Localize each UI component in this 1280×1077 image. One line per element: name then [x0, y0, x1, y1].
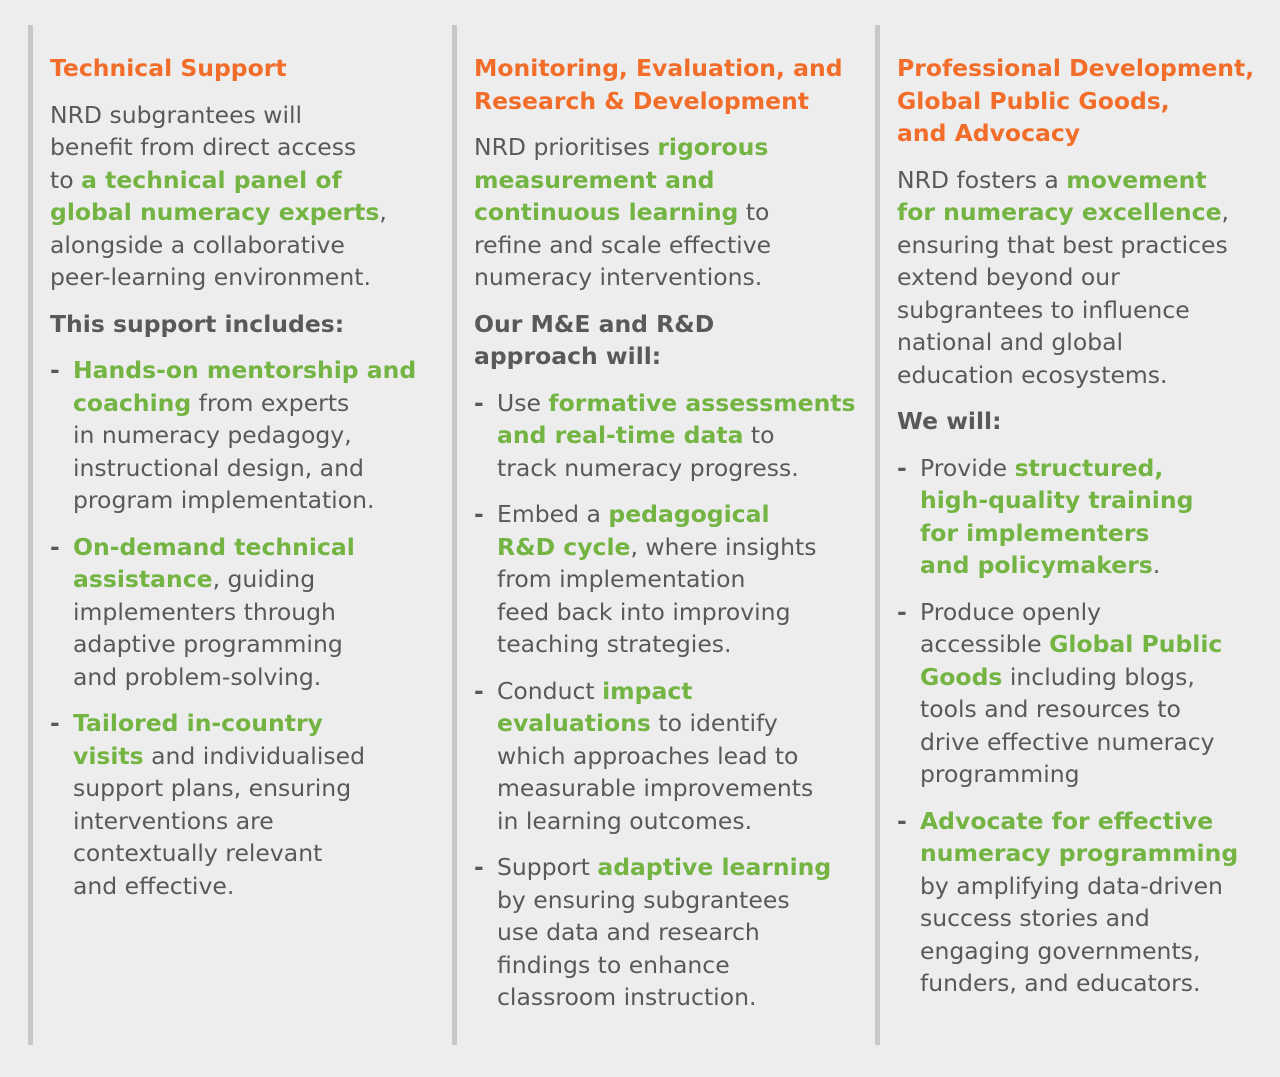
text-line	[50, 261, 438, 294]
highlight-text: for implementers	[920, 518, 1150, 547]
text-line	[920, 967, 1275, 1000]
body-text: in learning outcomes.	[497, 806, 753, 835]
body-text: programming	[920, 760, 1080, 788]
body-text: use data and research	[497, 918, 760, 946]
column-lead	[474, 308, 862, 373]
list-item	[897, 805, 1275, 1000]
text-line	[497, 628, 862, 661]
body-text: and individualised	[143, 741, 365, 770]
text-line	[920, 758, 1275, 791]
bullet-dash: -	[474, 676, 484, 705]
body-text: support plans, ensuring	[73, 774, 352, 802]
body-text: feed back into improving	[497, 597, 791, 626]
body-text: benefit from direct access	[50, 133, 357, 161]
text-line	[73, 740, 438, 773]
body-text: NRD prioritises	[474, 133, 658, 161]
text-line	[920, 596, 1275, 629]
body-text: accessible	[920, 630, 1050, 658]
body-text: peer-learning environment.	[50, 263, 371, 291]
text-line	[497, 675, 862, 708]
text-line	[920, 517, 1275, 550]
body-text: including blogs,	[1002, 662, 1195, 691]
body-text: Support	[497, 853, 598, 881]
text-line	[497, 949, 862, 982]
body-text: Embed a	[497, 500, 609, 528]
highlight-text: and policymakers	[920, 551, 1153, 579]
text-line	[897, 294, 1275, 327]
text-line	[920, 549, 1275, 582]
highlight-text: On-demand technical	[73, 532, 355, 561]
text-line	[920, 726, 1275, 759]
list-item	[50, 531, 438, 694]
body-text: adaptive programming	[73, 630, 343, 658]
column-lead	[50, 308, 438, 341]
body-text: Provide	[920, 453, 1015, 482]
column-professional-development	[875, 25, 1275, 1045]
text-line	[50, 99, 438, 132]
text-line	[497, 772, 862, 805]
body-text: drive effective numeracy	[920, 727, 1215, 756]
bullet-dash: -	[897, 453, 907, 482]
bullet-dash: -	[897, 597, 907, 626]
text-line	[897, 359, 1275, 392]
body-text: ensuring that best practices	[897, 230, 1228, 259]
bullet-list	[897, 452, 1275, 1000]
list-item	[474, 387, 862, 485]
body-text: funders, and educators.	[920, 969, 1201, 997]
body-text: to identify	[650, 709, 778, 737]
body-text: teaching strategies.	[497, 630, 732, 658]
highlight-text: continuous learning	[474, 198, 739, 226]
text-line	[50, 131, 438, 164]
body-text: track numeracy progress.	[497, 453, 799, 482]
body-text: from implementation	[497, 565, 746, 593]
text-line	[73, 531, 438, 564]
body-text: by ensuring subgrantees	[497, 885, 790, 914]
text-line	[497, 740, 862, 773]
text-line	[73, 452, 438, 485]
highlight-text: Global Public	[1049, 630, 1223, 658]
text-line: This support includes:	[50, 309, 345, 338]
bullet-dash: -	[50, 356, 60, 384]
text-line	[73, 805, 438, 838]
text-line	[73, 628, 438, 661]
body-text: Use	[497, 388, 549, 417]
column-technical-support	[28, 25, 438, 1045]
body-text: instructional design, and	[73, 453, 364, 482]
body-text: education ecosystems.	[897, 360, 1168, 389]
text-line	[920, 628, 1275, 661]
text-line	[474, 131, 862, 164]
text-line	[897, 326, 1275, 359]
highlight-text: pedagogical	[608, 500, 770, 528]
text-line	[474, 229, 862, 262]
body-text: classroom instruction.	[497, 983, 757, 1011]
body-text: NRD fosters a	[897, 165, 1067, 194]
body-text: engaging governments,	[920, 936, 1201, 965]
highlight-text: measurement and	[474, 165, 715, 194]
highlight-text: movement	[1066, 165, 1207, 194]
list-item	[474, 675, 862, 838]
text-line	[50, 229, 438, 262]
body-text: and problem-solving.	[73, 662, 322, 691]
body-text: findings to enhance	[497, 950, 730, 979]
highlight-text: structured,	[1014, 453, 1164, 482]
highlight-text: Goods	[920, 662, 1003, 691]
text-line	[920, 484, 1275, 517]
body-text: to	[743, 421, 775, 449]
text-line: approach will:	[474, 342, 662, 370]
text-line	[497, 981, 862, 1014]
text-line	[497, 387, 862, 420]
text-line	[73, 870, 438, 903]
column-lead	[897, 405, 1275, 438]
bullet-dash: -	[474, 853, 484, 881]
body-text: numeracy interventions.	[474, 263, 763, 291]
text-line	[73, 419, 438, 452]
text-line	[920, 870, 1275, 903]
text-line	[497, 452, 862, 485]
column-intro	[474, 131, 862, 294]
highlight-text: visits	[73, 741, 144, 770]
list-item	[897, 596, 1275, 791]
bullet-dash: -	[897, 806, 907, 835]
body-text: contextually relevant	[73, 839, 323, 867]
text-line: Monitoring, Evaluation, and	[474, 54, 843, 82]
text-line	[73, 661, 438, 694]
body-text: NRD subgrantees will	[50, 100, 303, 129]
text-line	[497, 531, 862, 564]
highlight-text: impact	[602, 676, 693, 705]
text-line	[73, 707, 438, 740]
text-line	[897, 229, 1275, 262]
list-item	[474, 498, 862, 661]
text-line	[73, 354, 438, 387]
list-item	[50, 707, 438, 902]
highlight-text: assistance	[73, 565, 213, 593]
text-line	[50, 164, 438, 197]
bullet-dash: -	[474, 500, 484, 528]
text-line: Professional Development,	[897, 54, 1255, 82]
text-line	[50, 196, 438, 229]
highlight-text: Tailored in-country	[73, 709, 323, 737]
highlight-text: R&D cycle	[497, 532, 631, 561]
text-line	[920, 661, 1275, 694]
text-line	[920, 902, 1275, 935]
text-line	[497, 707, 862, 740]
text-line	[920, 452, 1275, 485]
text-line	[497, 563, 862, 596]
highlight-text: Advocate for effective	[920, 806, 1214, 835]
text-line: Research & Development	[474, 86, 810, 115]
bullet-list	[474, 387, 862, 1014]
text-line	[497, 851, 862, 884]
list-item	[50, 354, 438, 517]
highlight-text: high-quality training	[920, 486, 1194, 514]
body-text: success stories and	[920, 904, 1150, 932]
highlight-text: rigorous	[657, 133, 769, 161]
body-text: to	[50, 165, 82, 194]
body-text: refine and scale effective	[474, 230, 772, 259]
body-text: .	[1152, 551, 1161, 579]
text-line	[474, 196, 862, 229]
text-line: We will:	[897, 407, 1002, 435]
text-line	[920, 935, 1275, 968]
text-line	[920, 837, 1275, 870]
text-line	[73, 563, 438, 596]
highlight-text: adaptive learning	[597, 853, 832, 881]
body-text: and effective.	[73, 871, 235, 900]
highlight-text: and real-time data	[497, 421, 744, 449]
column-intro	[50, 99, 438, 294]
list-item	[474, 851, 862, 1014]
text-line: Global Public Goods,	[897, 86, 1170, 115]
body-text: Conduct	[497, 676, 603, 705]
body-text: which approaches lead to	[497, 741, 799, 770]
text-line	[497, 805, 862, 838]
highlight-text: evaluations	[497, 709, 651, 737]
text-line	[897, 196, 1275, 229]
body-text: ,	[379, 198, 387, 226]
highlight-text: a technical panel of	[81, 165, 342, 194]
text-line	[920, 805, 1275, 838]
text-line	[497, 419, 862, 452]
body-text: Produce openly	[920, 597, 1102, 626]
text-line: Technical Support	[50, 54, 287, 82]
list-item	[897, 452, 1275, 582]
text-line	[497, 498, 862, 531]
text-line	[73, 772, 438, 805]
bullet-dash: -	[474, 388, 484, 417]
body-text: national and global	[897, 328, 1124, 356]
text-line	[73, 837, 438, 870]
text-line	[73, 596, 438, 629]
column-intro	[897, 164, 1275, 392]
text-line	[897, 164, 1275, 197]
body-text: interventions are	[73, 806, 274, 835]
text-line	[73, 484, 438, 517]
bullet-dash: -	[50, 709, 60, 737]
body-text: implementers through	[73, 597, 336, 626]
text-line: and Advocacy	[897, 119, 1081, 147]
text-line	[497, 884, 862, 917]
text-line	[897, 261, 1275, 294]
column-heading	[50, 52, 438, 85]
body-text: , where insights	[630, 532, 817, 561]
column-heading	[474, 52, 862, 117]
text-line	[474, 164, 862, 197]
body-text: extend beyond our	[897, 263, 1120, 291]
text-line	[497, 596, 862, 629]
column-monitoring-evaluation	[452, 25, 862, 1045]
body-text: from experts	[191, 388, 350, 417]
highlight-text: formative assessments	[548, 388, 856, 417]
highlight-text: for numeracy excellence	[897, 198, 1222, 226]
body-text: subgrantees to influence	[897, 295, 1190, 324]
highlight-text: numeracy programming	[920, 839, 1239, 867]
highlight-text: Hands-on mentorship and	[73, 356, 417, 384]
body-text: , guiding	[212, 565, 316, 593]
bullet-dash: -	[50, 532, 60, 561]
body-text: in numeracy pedagogy,	[73, 421, 352, 449]
body-text: alongside a collaborative	[50, 230, 345, 259]
body-text: tools and resources to	[920, 695, 1181, 723]
text-line	[920, 693, 1275, 726]
body-text: program implementation.	[73, 486, 375, 514]
body-text: by amplifying data-driven	[920, 871, 1223, 900]
body-text: to	[738, 198, 770, 226]
bullet-list	[50, 354, 438, 902]
body-text: ,	[1221, 198, 1229, 226]
text-line: Our M&E and R&D	[474, 309, 715, 338]
highlight-text: global numeracy experts	[50, 198, 380, 226]
highlight-text: coaching	[73, 388, 192, 417]
text-line	[474, 261, 862, 294]
body-text: measurable improvements	[497, 774, 814, 802]
column-heading	[897, 52, 1275, 150]
text-line	[497, 916, 862, 949]
text-line	[73, 387, 438, 420]
